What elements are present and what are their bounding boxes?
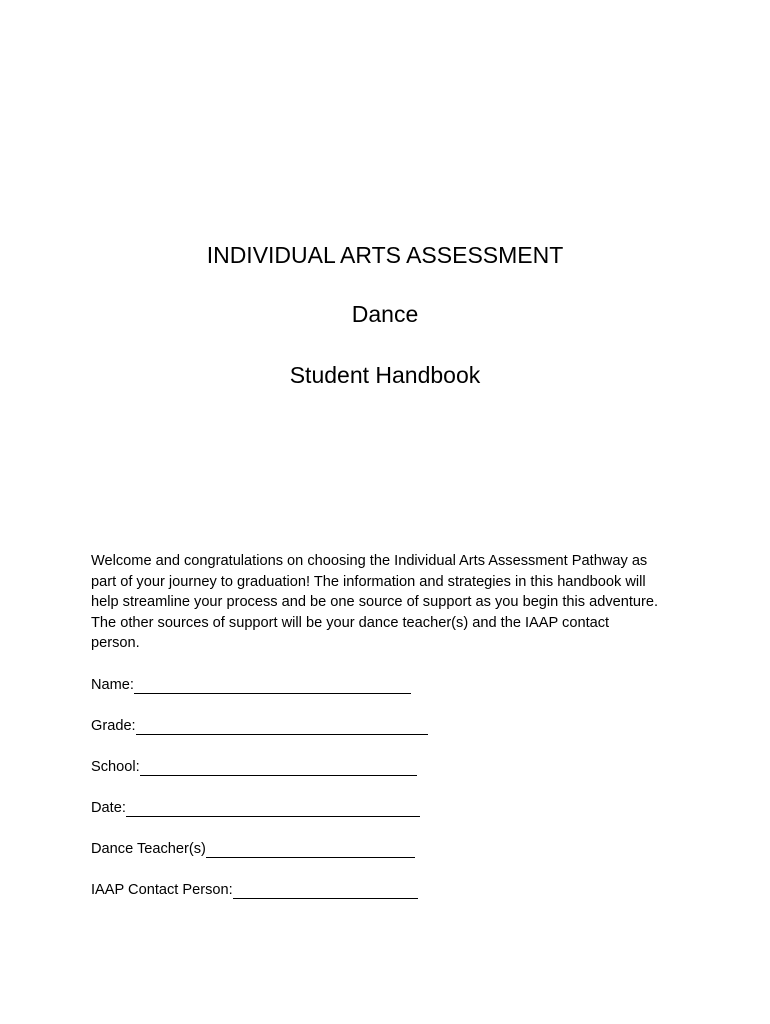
- name-field: [91, 676, 411, 694]
- date-blank-line[interactable]: [126, 799, 420, 817]
- intro-line: person.: [91, 635, 140, 652]
- intro-line: The other sources of support will be your dance teacher(s) and the IAAP contact: [91, 614, 610, 631]
- date-label: Date:: [91, 800, 126, 816]
- iaap-contact-blank-line[interactable]: [233, 881, 418, 899]
- school-field: [91, 758, 417, 776]
- iaap-contact-field: [91, 881, 418, 899]
- intro-line: help streamline your process and be one source of support as you begin this adventure.: [91, 594, 659, 611]
- welcome-paragraph: [91, 551, 691, 654]
- date-field: [91, 799, 420, 817]
- iaap-contact-label: IAAP Contact Person:: [91, 882, 233, 898]
- subject-heading: Dance: [351, 301, 419, 327]
- intro-line: Welcome and congratulations on choosing the Individual Arts Assessment Pathway as: [91, 553, 648, 569]
- handbook-subtitle: Student Handbook: [289, 362, 481, 388]
- name-label: Name:: [91, 677, 134, 693]
- name-blank-line[interactable]: [134, 676, 411, 694]
- grade-label: Grade:: [91, 718, 136, 734]
- grade-field: [91, 717, 428, 735]
- school-label: School:: [91, 759, 140, 775]
- grade-blank-line[interactable]: [136, 717, 428, 735]
- school-blank-line[interactable]: [140, 758, 417, 776]
- dance-teacher-field: [91, 840, 415, 858]
- intro-line: part of your journey to graduation! The information and strategies in this handbook will: [91, 573, 646, 590]
- dance-teacher-label: Dance Teacher(s): [91, 841, 206, 857]
- dance-teacher-blank-line[interactable]: [206, 840, 415, 858]
- document-title: INDIVIDUAL ARTS ASSESSMENT: [206, 242, 564, 268]
